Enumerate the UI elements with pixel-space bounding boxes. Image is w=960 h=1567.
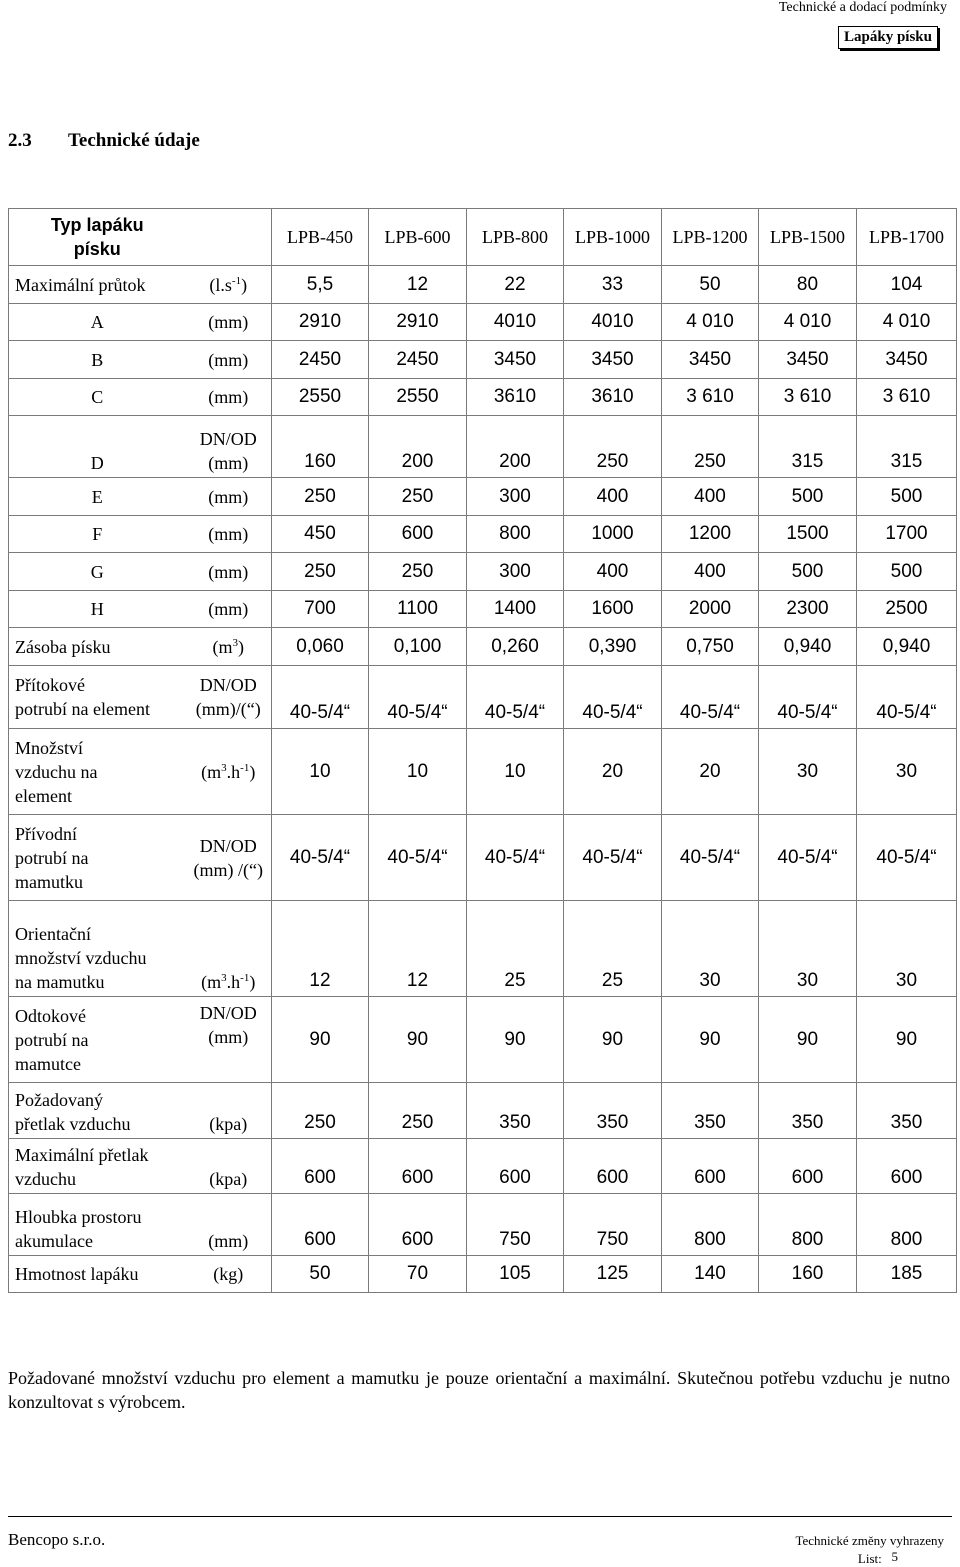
value-cell: 3450 [857,341,957,379]
value-cell: 250 [662,416,759,478]
row-label-line: vzduchu [15,1169,76,1189]
row-unit [186,997,272,1083]
row-label: F [9,516,186,553]
value-cell: 450 [272,516,369,553]
row-label [9,666,186,729]
row-label-line: element [15,785,72,806]
value-cell: 3450 [564,341,662,379]
value-cell: 600 [369,1194,467,1256]
value-cell: 1700 [857,516,957,553]
value-cell: 750 [564,1194,662,1256]
value-cell: 0,940 [857,628,957,666]
row-unit [186,266,272,304]
value-cell: 25 [564,901,662,997]
value-cell: 4 010 [759,304,857,341]
value-cell: 350 [564,1083,662,1139]
value-cell: 200 [369,416,467,478]
value-cell: 500 [857,553,957,591]
table-row [9,729,957,815]
value-cell: 40-5/4“ [369,666,467,729]
section-title: Technické údaje [68,130,200,151]
document-header-badge: Lapáky písku [838,26,938,49]
unit-superscript: 3 [232,636,238,649]
row-label [9,901,186,997]
value-cell: 600 [662,1139,759,1194]
value-cell: 350 [759,1083,857,1139]
table-row [9,1139,957,1194]
value-cell: 400 [662,553,759,591]
value-cell: 20 [564,729,662,815]
value-cell: 350 [662,1083,759,1139]
value-cell: 1400 [467,591,564,628]
row-label-line: vzduchu na [15,761,98,782]
row-label [9,815,186,901]
value-cell: 140 [662,1256,759,1293]
value-cell: 315 [857,416,957,478]
row-label-line: potrubí na [15,847,89,868]
unit-superscript: -1 [240,972,250,984]
value-cell: 2910 [272,304,369,341]
row-label: C [9,379,186,416]
value-cell: 300 [467,478,564,516]
value-cell: 3 610 [857,379,957,416]
table-row [9,1194,957,1256]
value-cell: 5,5 [272,266,369,304]
row-label [9,997,186,1083]
table-row [9,1256,957,1293]
value-cell: 90 [467,997,564,1083]
type-label-line-2: písku [73,239,121,259]
value-cell: 40-5/4“ [272,666,369,729]
row-unit [186,416,272,478]
value-cell: 2450 [272,341,369,379]
value-cell: 40-5/4“ [369,815,467,901]
table-row [9,379,957,416]
footnote-paragraph: Požadované množství vzduchu pro element a mamutku je pouze orientační a maximální. Skutečnou potřebu vzduchu je nutno konzultovat s výrobcem. [8,1368,950,1412]
row-unit [186,729,272,815]
value-cell: 185 [857,1256,957,1293]
footer-disclaimer: Technické změny vyhrazeny [795,1533,944,1548]
value-cell: 600 [369,516,467,553]
unit-line: (mm) [208,453,249,473]
row-label: B [9,341,186,379]
value-cell: 250 [272,1083,369,1139]
value-cell: 90 [564,997,662,1083]
value-cell: 50 [662,266,759,304]
value-cell: 125 [564,1256,662,1293]
value-cell: 3610 [467,379,564,416]
value-cell: 3450 [662,341,759,379]
table-row [9,516,957,553]
type-label-cell [9,209,186,266]
row-label: D [9,416,186,478]
value-cell: 250 [369,478,467,516]
row-unit [186,815,272,901]
value-cell: 600 [564,1139,662,1194]
row-unit: (kg) [186,1256,272,1293]
value-cell: 2000 [662,591,759,628]
value-cell: 0,750 [662,628,759,666]
row-label: H [9,591,186,628]
row-label-line: přetlak vzduchu [15,1114,131,1134]
value-cell: 90 [272,997,369,1083]
footer-page-number: 5 [891,1549,898,1564]
value-cell: 2550 [272,379,369,416]
value-cell: 700 [272,591,369,628]
value-cell: 1000 [564,516,662,553]
footer-divider [8,1516,952,1517]
value-cell: 400 [662,478,759,516]
value-cell: 90 [369,997,467,1083]
model-header: LPB-1200 [662,209,759,266]
row-unit: (kpa) [186,1083,272,1139]
value-cell: 40-5/4“ [272,815,369,901]
value-cell: 250 [272,478,369,516]
row-label-line: akumulace [15,1231,93,1251]
section-number: 2.3 [8,130,32,151]
technical-data-table [8,208,957,1293]
value-cell: 160 [272,416,369,478]
unit-line: DN/OD [199,675,257,695]
row-unit: (mm) [186,379,272,416]
unit-part: (m [201,972,222,992]
value-cell: 600 [272,1194,369,1256]
value-cell: 400 [564,553,662,591]
value-cell: 3610 [564,379,662,416]
unit-superscript: 3 [221,972,227,984]
row-unit [186,628,272,666]
row-label-line: Maximální přetlak [15,1145,149,1165]
value-cell: 90 [662,997,759,1083]
footer-company: Bencopo s.r.o. [8,1530,106,1549]
value-cell: 250 [369,553,467,591]
row-unit [186,901,272,997]
value-cell: 40-5/4“ [662,666,759,729]
row-label-line: Požadovaný [15,1090,103,1110]
value-cell: 4010 [564,304,662,341]
row-unit: (mm) [186,478,272,516]
row-label [9,1083,186,1139]
unit-part: .h [226,972,241,992]
value-cell: 104 [857,266,957,304]
value-cell: 300 [467,553,564,591]
value-cell: 40-5/4“ [857,666,957,729]
value-cell: 160 [759,1256,857,1293]
value-cell: 600 [369,1139,467,1194]
value-cell: 0,940 [759,628,857,666]
value-cell: 12 [369,266,467,304]
row-label-line: množství vzduchu [15,948,147,968]
model-header: LPB-1000 [564,209,662,266]
value-cell: 40-5/4“ [662,815,759,901]
value-cell: 40-5/4“ [759,815,857,901]
value-cell: 2500 [857,591,957,628]
row-label-line: mamutce [15,1053,81,1074]
row-label-line: Orientační [15,924,91,944]
value-cell: 50 [272,1256,369,1293]
unit-part: (m [212,636,233,657]
value-cell: 750 [467,1194,564,1256]
model-header: LPB-450 [272,209,369,266]
table-row [9,628,957,666]
value-cell: 600 [467,1139,564,1194]
value-cell: 0,390 [564,628,662,666]
row-label-line: Přívodní [15,823,78,844]
value-cell: 33 [564,266,662,304]
table-row [9,304,957,341]
value-cell: 20 [662,729,759,815]
value-cell: 200 [467,416,564,478]
unit-line: (mm)/(“) [195,699,261,719]
row-label-line: Odtokové [15,1005,86,1026]
value-cell: 90 [759,997,857,1083]
value-cell: 1200 [662,516,759,553]
row-unit: (mm) [186,516,272,553]
row-label [9,1139,186,1194]
table-row [9,591,957,628]
row-unit: (mm) [186,1194,272,1256]
model-header: LPB-1700 [857,209,957,266]
value-cell: 400 [564,478,662,516]
value-cell: 500 [857,478,957,516]
unit-superscript: -1 [240,761,250,774]
value-cell: 3450 [467,341,564,379]
footer-list-label: List: [857,1551,882,1566]
row-unit: (mm) [186,591,272,628]
table-row [9,666,957,729]
value-cell: 22 [467,266,564,304]
value-cell: 800 [662,1194,759,1256]
value-cell: 4 010 [662,304,759,341]
value-cell: 30 [759,901,857,997]
unit-part: .h [226,761,241,782]
value-cell: 4010 [467,304,564,341]
row-label: E [9,478,186,516]
row-label [9,1194,186,1256]
value-cell: 1500 [759,516,857,553]
document-header-title: Technické a dodací podmínky [778,0,947,15]
value-cell: 600 [857,1139,957,1194]
unit-part: ) [249,972,256,992]
value-cell: 70 [369,1256,467,1293]
table-row [9,901,957,997]
value-cell: 3 610 [759,379,857,416]
value-cell: 0,260 [467,628,564,666]
row-label: G [9,553,186,591]
value-cell: 350 [857,1083,957,1139]
row-unit: (mm) [186,553,272,591]
table-row [9,266,957,304]
value-cell: 2910 [369,304,467,341]
unit-line: DN/OD [199,835,257,856]
table-row [9,416,957,478]
value-cell: 10 [272,729,369,815]
value-cell: 2550 [369,379,467,416]
model-header: LPB-800 [467,209,564,266]
model-header: LPB-600 [369,209,467,266]
row-label-line: Hloubka prostoru [15,1207,142,1227]
unit-superscript: 3 [221,761,227,774]
value-cell: 250 [564,416,662,478]
type-label-line-1: Typ lapáku [50,215,144,235]
row-label-line: Maximální průtok [15,274,146,295]
table-row [9,815,957,901]
row-label: Hmotnost lapáku [9,1256,186,1293]
value-cell: 25 [467,901,564,997]
value-cell: 30 [857,901,957,997]
row-label-line: Množství [15,737,84,758]
unit-part: ) [241,274,248,295]
value-cell: 0,060 [272,628,369,666]
value-cell: 30 [662,901,759,997]
unit-part: ) [249,761,256,782]
unit-part: (m [201,761,222,782]
value-cell: 40-5/4“ [564,815,662,901]
value-cell: 40-5/4“ [564,666,662,729]
value-cell: 350 [467,1083,564,1139]
value-cell: 2300 [759,591,857,628]
section-heading [8,130,200,152]
unit-part: ) [238,636,244,657]
row-unit: (mm) [186,341,272,379]
table-row [9,1083,957,1139]
value-cell: 0,100 [369,628,467,666]
row-label-line: potrubí na [15,1029,89,1050]
value-cell: 90 [857,997,957,1083]
row-label-line: potrubí na element [15,699,150,719]
value-cell: 800 [857,1194,957,1256]
value-cell: 40-5/4“ [467,815,564,901]
table-row [9,997,957,1083]
value-cell: 30 [759,729,857,815]
value-cell: 4 010 [857,304,957,341]
row-label-line: mamutku [15,871,83,892]
row-label [9,729,186,815]
value-cell: 250 [369,1083,467,1139]
value-cell: 40-5/4“ [759,666,857,729]
value-cell: 2450 [369,341,467,379]
row-label: A [9,304,186,341]
unit-part: (l.s [209,274,232,295]
value-cell: 1600 [564,591,662,628]
table-header-row [9,209,957,266]
unit-line: (mm) /(“) [193,859,263,880]
value-cell: 3450 [759,341,857,379]
value-cell: 105 [467,1256,564,1293]
table-row [9,341,957,379]
value-cell: 500 [759,478,857,516]
table-row [9,553,957,591]
table-row [9,478,957,516]
row-unit: (mm) [186,304,272,341]
row-label: Zásoba písku [9,628,186,666]
value-cell: 600 [759,1139,857,1194]
value-cell: 250 [272,553,369,591]
row-label-line: na mamutku [15,972,105,992]
value-cell: 3 610 [662,379,759,416]
value-cell: 12 [272,901,369,997]
row-label [9,266,186,304]
value-cell: 500 [759,553,857,591]
type-unit-cell [186,209,272,266]
row-label-line: Přítokové [15,675,85,695]
value-cell: 10 [369,729,467,815]
row-unit: (kpa) [186,1139,272,1194]
value-cell: 12 [369,901,467,997]
value-cell: 80 [759,266,857,304]
value-cell: 40-5/4“ [857,815,957,901]
model-header: LPB-1500 [759,209,857,266]
value-cell: 1100 [369,591,467,628]
unit-line: DN/OD [199,429,257,449]
value-cell: 600 [272,1139,369,1194]
value-cell: 315 [759,416,857,478]
unit-superscript: -1 [231,274,242,287]
value-cell: 30 [857,729,957,815]
value-cell: 800 [467,516,564,553]
row-unit [186,666,272,729]
value-cell: 10 [467,729,564,815]
unit-line: (mm) [208,1027,249,1047]
value-cell: 40-5/4“ [467,666,564,729]
value-cell: 800 [759,1194,857,1256]
unit-line: DN/OD [199,1003,257,1023]
